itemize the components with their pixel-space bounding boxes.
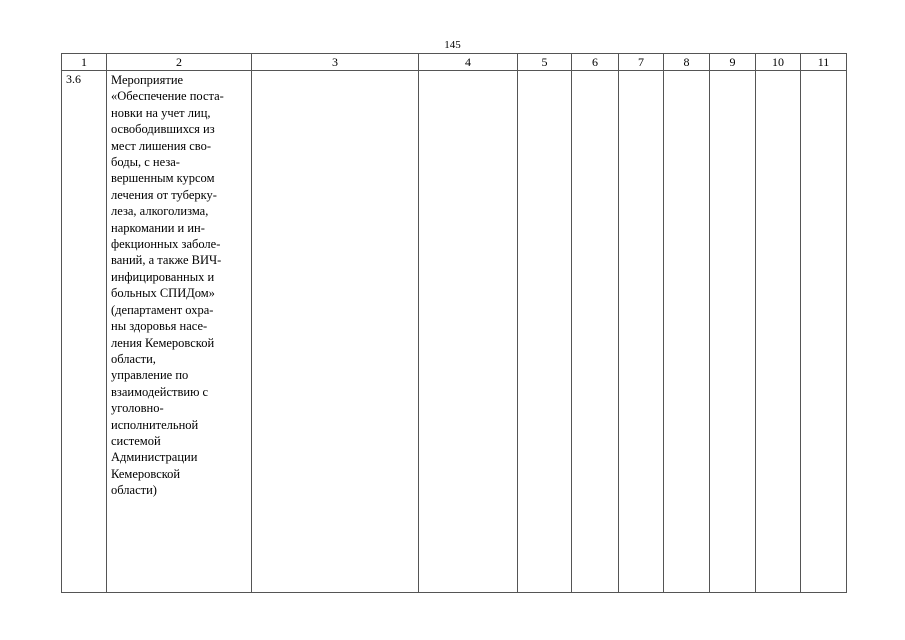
column-header-7: 7: [619, 54, 664, 71]
column-header-6: 6: [572, 54, 619, 71]
cell-col-6: [572, 71, 619, 593]
cell-col-4: [419, 71, 518, 593]
row-number: 3.6: [62, 71, 107, 593]
column-header-5: 5: [518, 54, 572, 71]
table-header: [62, 54, 847, 71]
cell-col-5: [518, 71, 572, 593]
column-header-3: 3: [252, 54, 419, 71]
program-table: [61, 53, 847, 593]
cell-col-3: [252, 71, 419, 593]
column-header-11: 11: [801, 54, 847, 71]
column-header-2: 2: [107, 54, 252, 71]
column-header-4: 4: [419, 54, 518, 71]
cell-col-10: [756, 71, 801, 593]
column-header-1: 1: [62, 54, 107, 71]
measure-description: Мероприятие «Обеспечение поста- новки на учет лиц, освободившихся из мест лишения сво- боды, с неза- вершенным курсом лечения от туберку- леза, алкоголизма, наркомании и ин- фекционных заболе- ваний, а также ВИЧ- инфицированных и больных СПИДом» (департамент охра- ны здоровья насе- ления Кемеровской области, управление по взаимодействию с уголовно- исполнительной системой Администрации Кемеровской области): [107, 71, 252, 593]
column-header-8: 8: [664, 54, 710, 71]
table-row: [62, 71, 847, 593]
cell-col-11: [801, 71, 847, 593]
cell-col-8: [664, 71, 710, 593]
column-header-10: 10: [756, 54, 801, 71]
table-body: [62, 71, 847, 593]
cell-col-7: [619, 71, 664, 593]
cell-col-9: [710, 71, 756, 593]
page-number: 145: [444, 39, 461, 51]
column-header-9: 9: [710, 54, 756, 71]
header-row: [62, 54, 847, 71]
